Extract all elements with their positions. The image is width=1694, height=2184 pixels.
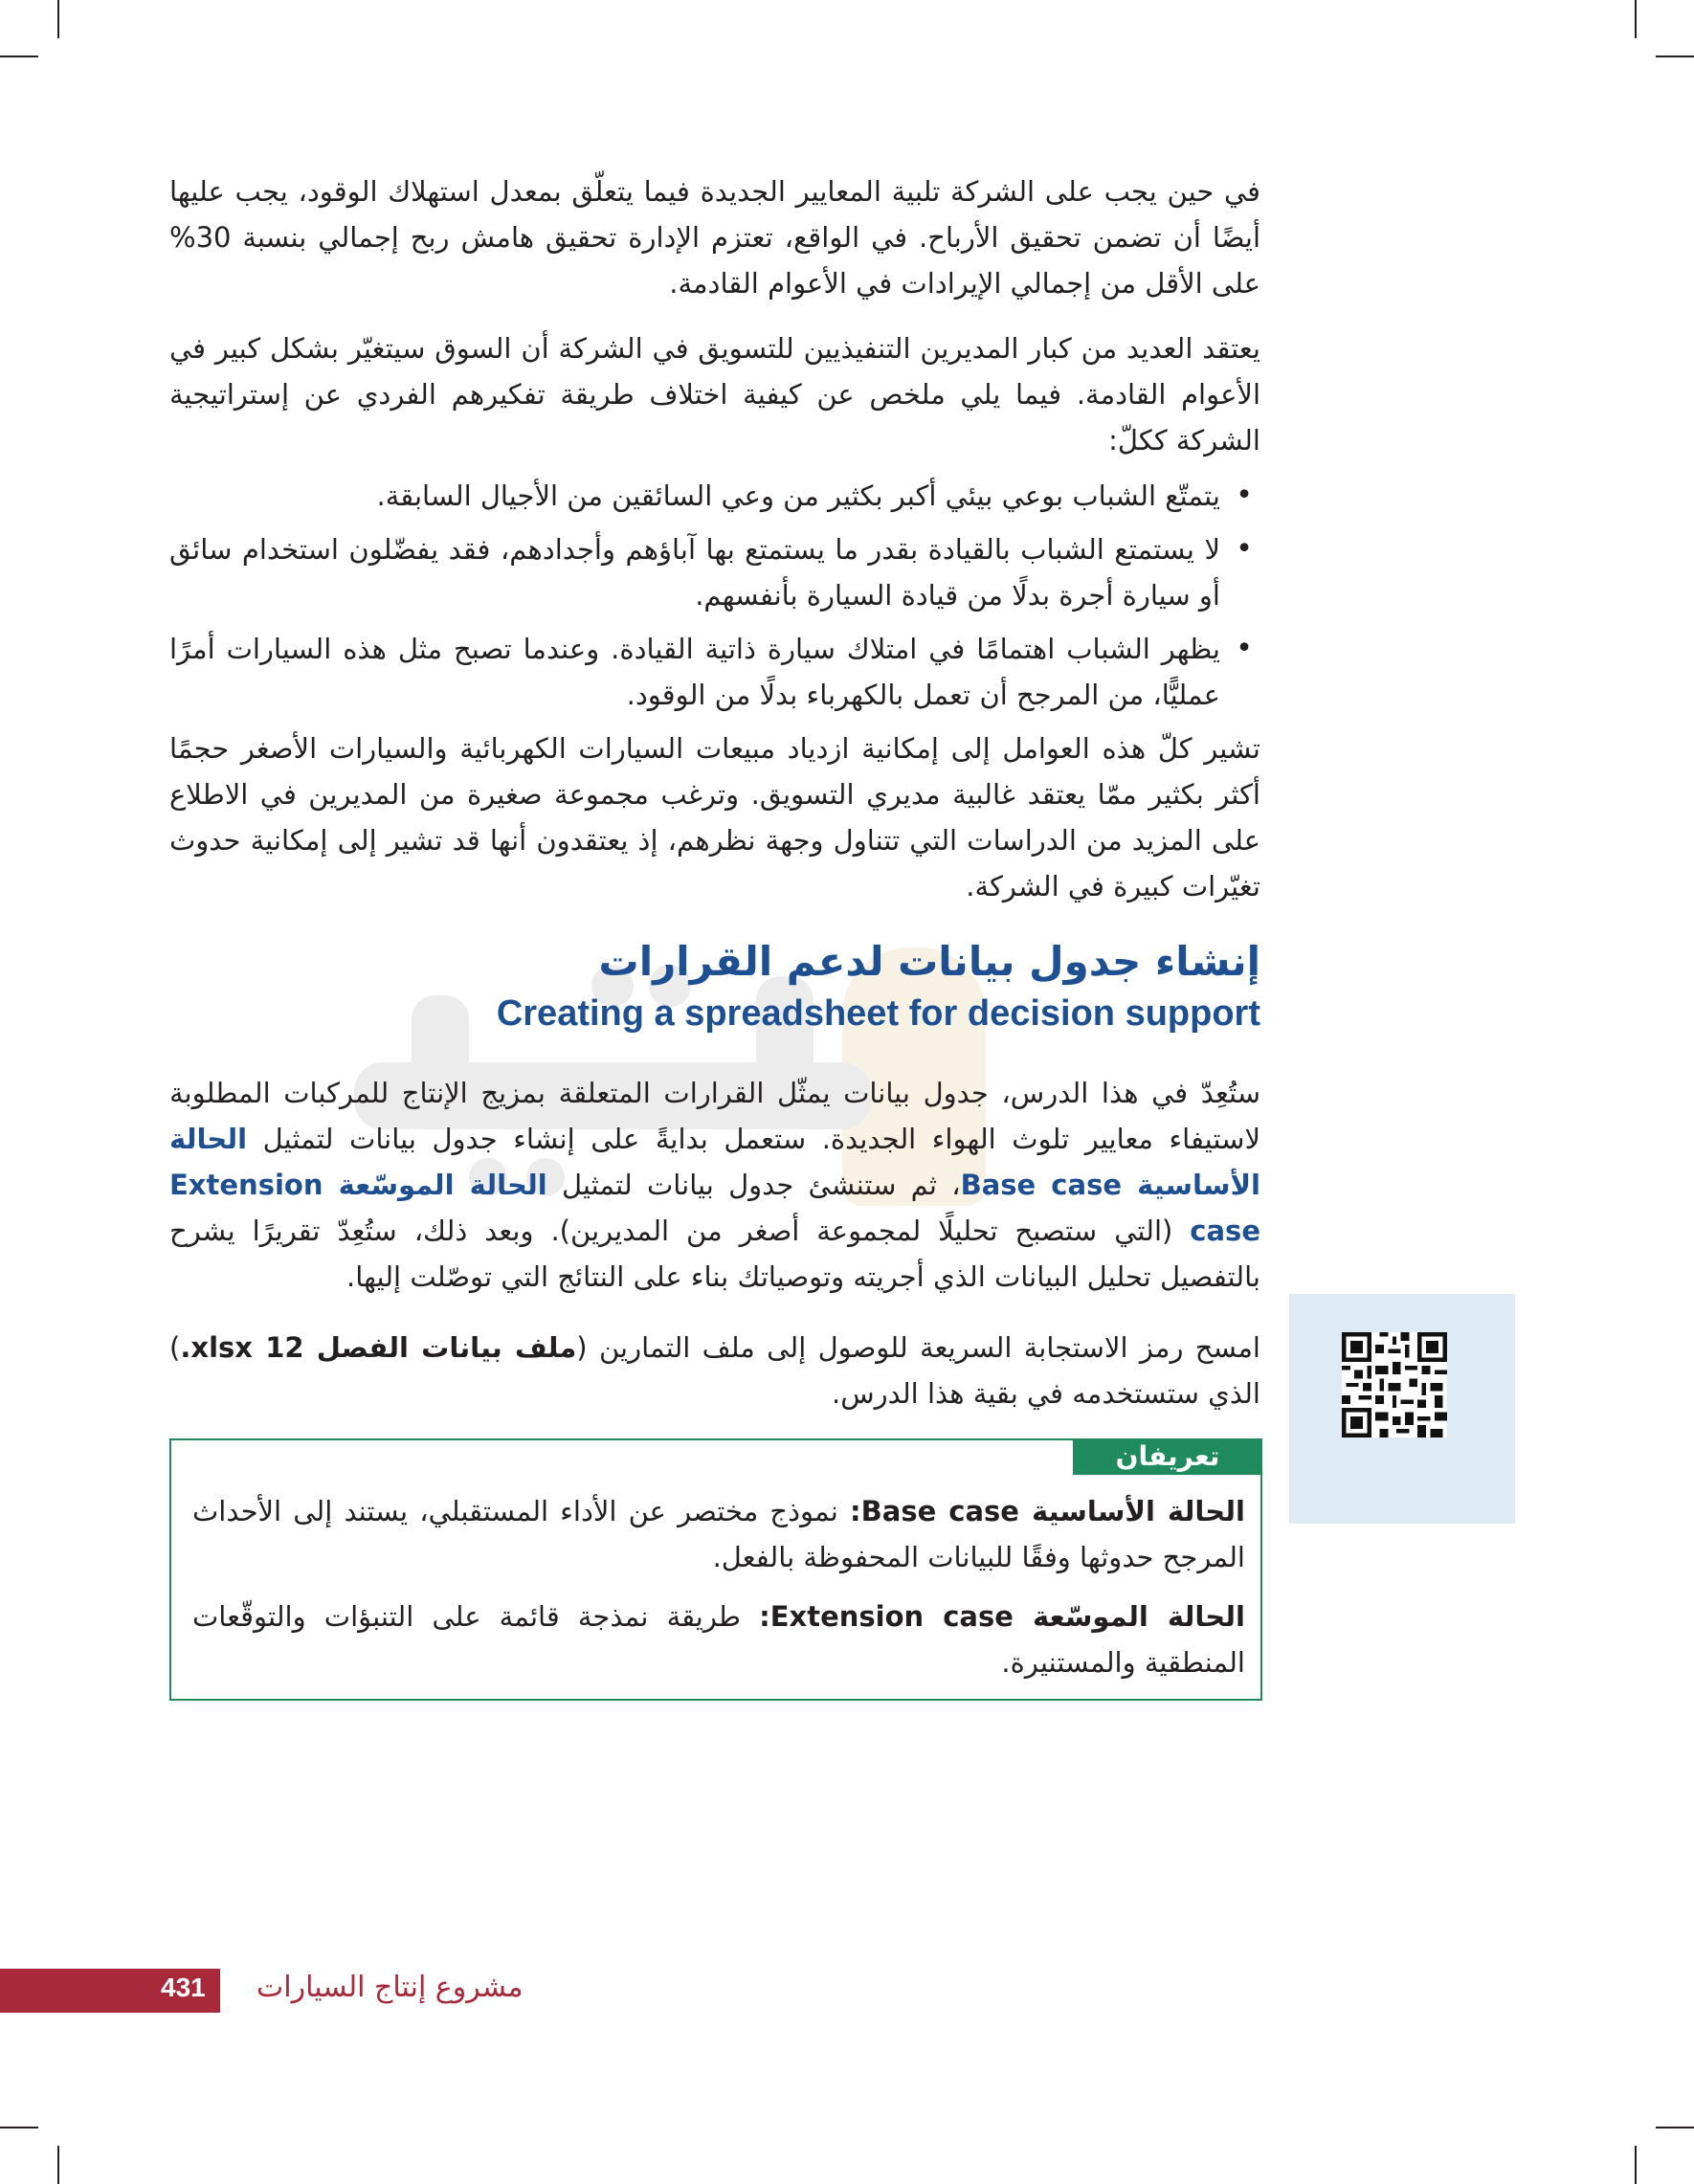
definition-text: طريقة نمذجة قائمة على التنبؤات والتوقّعات المنطقية والمستنيرة. bbox=[192, 1600, 1245, 1679]
definitions-tab-label: تعريفان bbox=[1073, 1438, 1262, 1475]
crop-mark bbox=[0, 56, 38, 57]
definition-text: نموذج مختصر عن الأداء المستقبلي، يستند إلى الأحداث المرجح حدوثها وفقًا للبيانات المحفوظة بالفعل. bbox=[192, 1495, 1245, 1573]
bullet-item: • لا يستمتع الشباب بالقيادة بقدر ما يستمتع بها آباؤهم وأجدادهم، فقد يفضّلون استخدام سائق أو سيارة أجرة بدلًا من قيادة السيارة بأنفسهم. bbox=[169, 526, 1260, 618]
paragraph-lesson-intro bbox=[169, 1070, 1260, 1300]
definition-term: الحالة الأساسية Base case: bbox=[850, 1495, 1245, 1527]
paragraph-factors: تشير كلّ هذه العوامل إلى إمكانية ازدياد مبيعات السيارات الكهربائية والسيارات الأصغر حجمًا أكثر بكثير ممّا يعتقد غالبية مديري التسويق. وترغب مجموعة صغيرة من المديرين في الاطلاع على المزيد من الدراسات التي تتناول وجهة نظرهم، إذ يعتقدون أنها قد تشير إلى إمكانية حدوث تغيّرات كبيرة في الشركة. bbox=[169, 732, 1260, 903]
crop-mark bbox=[0, 2127, 38, 2128]
exercise-file-name: ملف بيانات الفصل 12 xlsx. bbox=[180, 1331, 577, 1364]
definition-base-case bbox=[192, 1488, 1245, 1580]
paragraph-marketing-views: يعتقد العديد من كبار المديرين التنفيذيين للتسويق في الشركة أن السوق سيتغيّر بشكل كبير في الأعوام القادمة. فيما يلي ملخص عن كيفية اختلاف طريقة تفكيرهم الفردي عن إستراتيجية الشركة ككلّ: bbox=[169, 332, 1260, 457]
lesson-intro-text: (التي ستصبح تحليلًا لمجموعة أصغر من المديرين). وبعد ذلك، ستُعِدّ تقريرًا يشرح بالتفصيل تحليل البيانات الذي أجريته وتوصياتك بناء على النتائج التي توصّلت إليها. bbox=[169, 1215, 1260, 1293]
lesson-intro-text: ستُعِدّ في هذا الدرس، جدول بيانات يمثّل القرارات المتعلقة بمزيج الإنتاج للمركبات المطلوبة لاستيفاء معايير تلوث الهواء الجديدة. ستعمل بدايةً على إنشاء جدول بيانات لتمثيل bbox=[169, 1077, 1260, 1155]
crop-mark bbox=[57, 2146, 59, 2184]
definitions-box bbox=[169, 1438, 1262, 1701]
paragraph-qr-instructions bbox=[169, 1325, 1260, 1416]
crop-mark bbox=[1635, 0, 1637, 38]
crop-mark bbox=[1656, 2127, 1694, 2128]
extension-case-highlight: الحالة الموسّعة Extension case bbox=[169, 1169, 1260, 1247]
bullet-item: • يتمتّع الشباب بوعي بيئي أكبر بكثير من وعي السائقين من الأجيال السابقة. bbox=[169, 473, 1260, 519]
bullet-list bbox=[169, 473, 1260, 725]
lesson-intro-text: ، ثم ستنشئ جدول بيانات لتمثيل bbox=[546, 1169, 961, 1201]
qr-instruction-text: ) الذي ستستخدمه في بقية هذا الدرس. bbox=[169, 1331, 1260, 1410]
paragraph-profit-margin: في حين يجب على الشركة تلبية المعايير الجديدة فيما يتعلّق بمعدل استهلاك الوقود، يجب عليها أيضًا أن تضمن تحقيق الأرباح. في الواقع، تعتزم الإدارة تحقيق هامش ربح إجمالي بنسبة 30% على الأقل من إجمالي الإيرادات في الأعوام القادمة. bbox=[169, 175, 1260, 300]
definition-extension-case bbox=[192, 1593, 1245, 1685]
qr-code-icon[interactable] bbox=[1342, 1332, 1447, 1437]
section-title-arabic: إنشاء جدول بيانات لدعم القرارات bbox=[598, 938, 1260, 985]
bullet-item: • يظهر الشباب اهتمامًا في امتلاك سيارة ذاتية القيادة. وعندما تصبح مثل هذه السيارات أمرًا عمليًّا، من المرجح أن تعمل بالكهرباء بدلًا من الوقود. bbox=[169, 626, 1260, 718]
crop-mark bbox=[1656, 56, 1694, 57]
qr-instruction-text: امسح رمز الاستجابة السريعة للوصول إلى ملف التمارين ( bbox=[576, 1331, 1260, 1364]
crop-mark bbox=[1635, 2146, 1637, 2184]
base-case-highlight: الحالة الأساسية Base case bbox=[169, 1123, 1260, 1201]
crop-mark bbox=[57, 0, 59, 38]
definition-term: الحالة الموسّعة Extension case: bbox=[759, 1600, 1245, 1633]
footer-title: مشروع إنتاج السيارات bbox=[256, 1971, 524, 2004]
section-title-english: Creating a spreadsheet for decision support bbox=[496, 993, 1260, 1034]
page-number: 431 bbox=[161, 1972, 206, 2002]
